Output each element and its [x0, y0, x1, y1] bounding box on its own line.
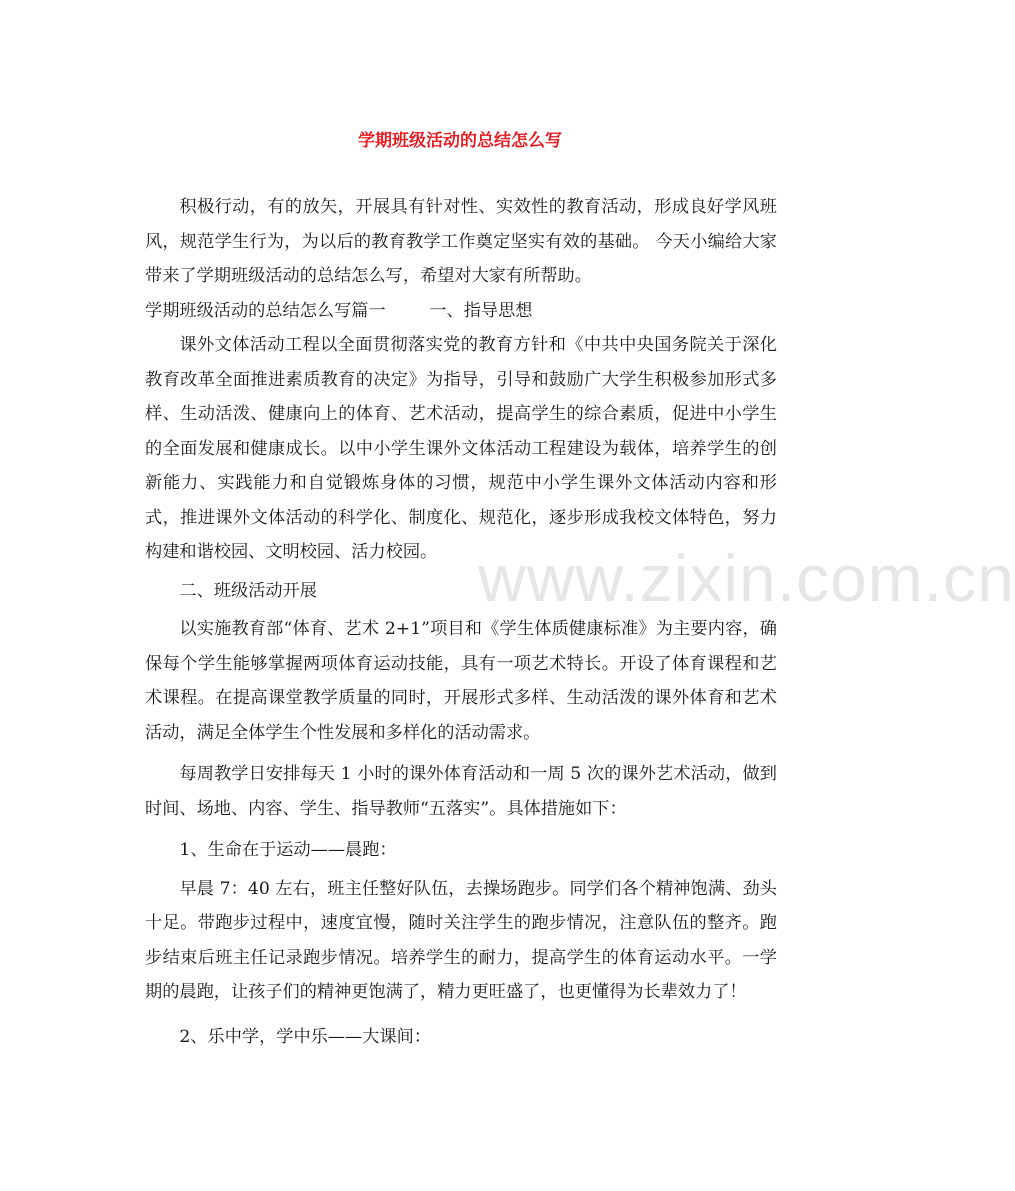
weekly-schedule-paragraph: 每周教学日安排每天 1 小时的课外体育活动和一周 5 次的课外艺术活动，做到时间、场地、内容、学生、指导教师“五落实”。具体措施如下：: [145, 764, 777, 819]
section-heading-class-activities: 二、班级活动开展: [179, 580, 317, 601]
intro-paragraph: 积极行动，有的放矢，开展具有针对性、实效性的教育活动，形成良好学风班风，规范学生行为，为以后的教育教学工作奠定坚实有效的基础。 今天小编给大家带来了学期班级活动的总结怎么写，希望对大家有所帮助。: [145, 197, 777, 286]
guiding-ideas-paragraph: 课外文体活动工程以全面贯彻落实党的教育方针和《中共中央国务院关于深化教育改革全面推进素质教育的决定》为指导，引导和鼓励广大学生积极参加形式多样、生动活泼、健康向上的体育、艺术活动，提高学生的综合素质，促进中小学生的全面发展和健康成长。以中小学生课外文体活动工程建设为载体，培养学生的创新能力、实践能力和自觉锻炼身体的习惯，规范中小学生课外文体活动内容和形式，推进课外文体活动的科学化、制度化、规范化，逐步形成我校文体特色，努力构建和谐校园、文明校园、活力校园。: [145, 335, 777, 562]
item-heading-big-break: 2、乐中学，学中乐——大课间：: [179, 1026, 431, 1047]
watermark-text: www.zixin.com.cn: [478, 541, 1015, 615]
document-body: [145, 190, 777, 1054]
morning-run-paragraph: 早晨 7：40 左右，班主任整好队伍，去操场跑步。同学们各个精神饱满、劲头十足。带跑步过程中，速度宜慢，随时关注学生的跑步情况，注意队伍的整齐。跑步结束后班主任记录跑步情况。培养学生的耐力，提高学生的体育运动水平。一学期的晨跑，让孩子们的精神更饱满了，精力更旺盛了，也更懂得为长辈效力了！: [145, 878, 777, 1002]
document-title: 学期班级活动的总结怎么写: [358, 131, 562, 151]
class-activities-paragraph: 以实施教育部“体育、艺术 2+1”项目和《学生体质健康标准》为主要内容，确保每个学生能够掌握两项体育运动技能，具有一项艺术特长。开设了体育课程和艺术课程。在提高课堂教学质量的同时，开展形式多样、生动活泼的课外体育和艺术活动，满足全体学生个性发展和多样化的活动需求。: [145, 619, 777, 743]
item-heading-morning-run: 1、生命在于运动——晨跑：: [179, 840, 397, 860]
section-heading-guiding-ideas: 学期班级活动的总结怎么写篇一 一、指导思想: [145, 300, 533, 321]
